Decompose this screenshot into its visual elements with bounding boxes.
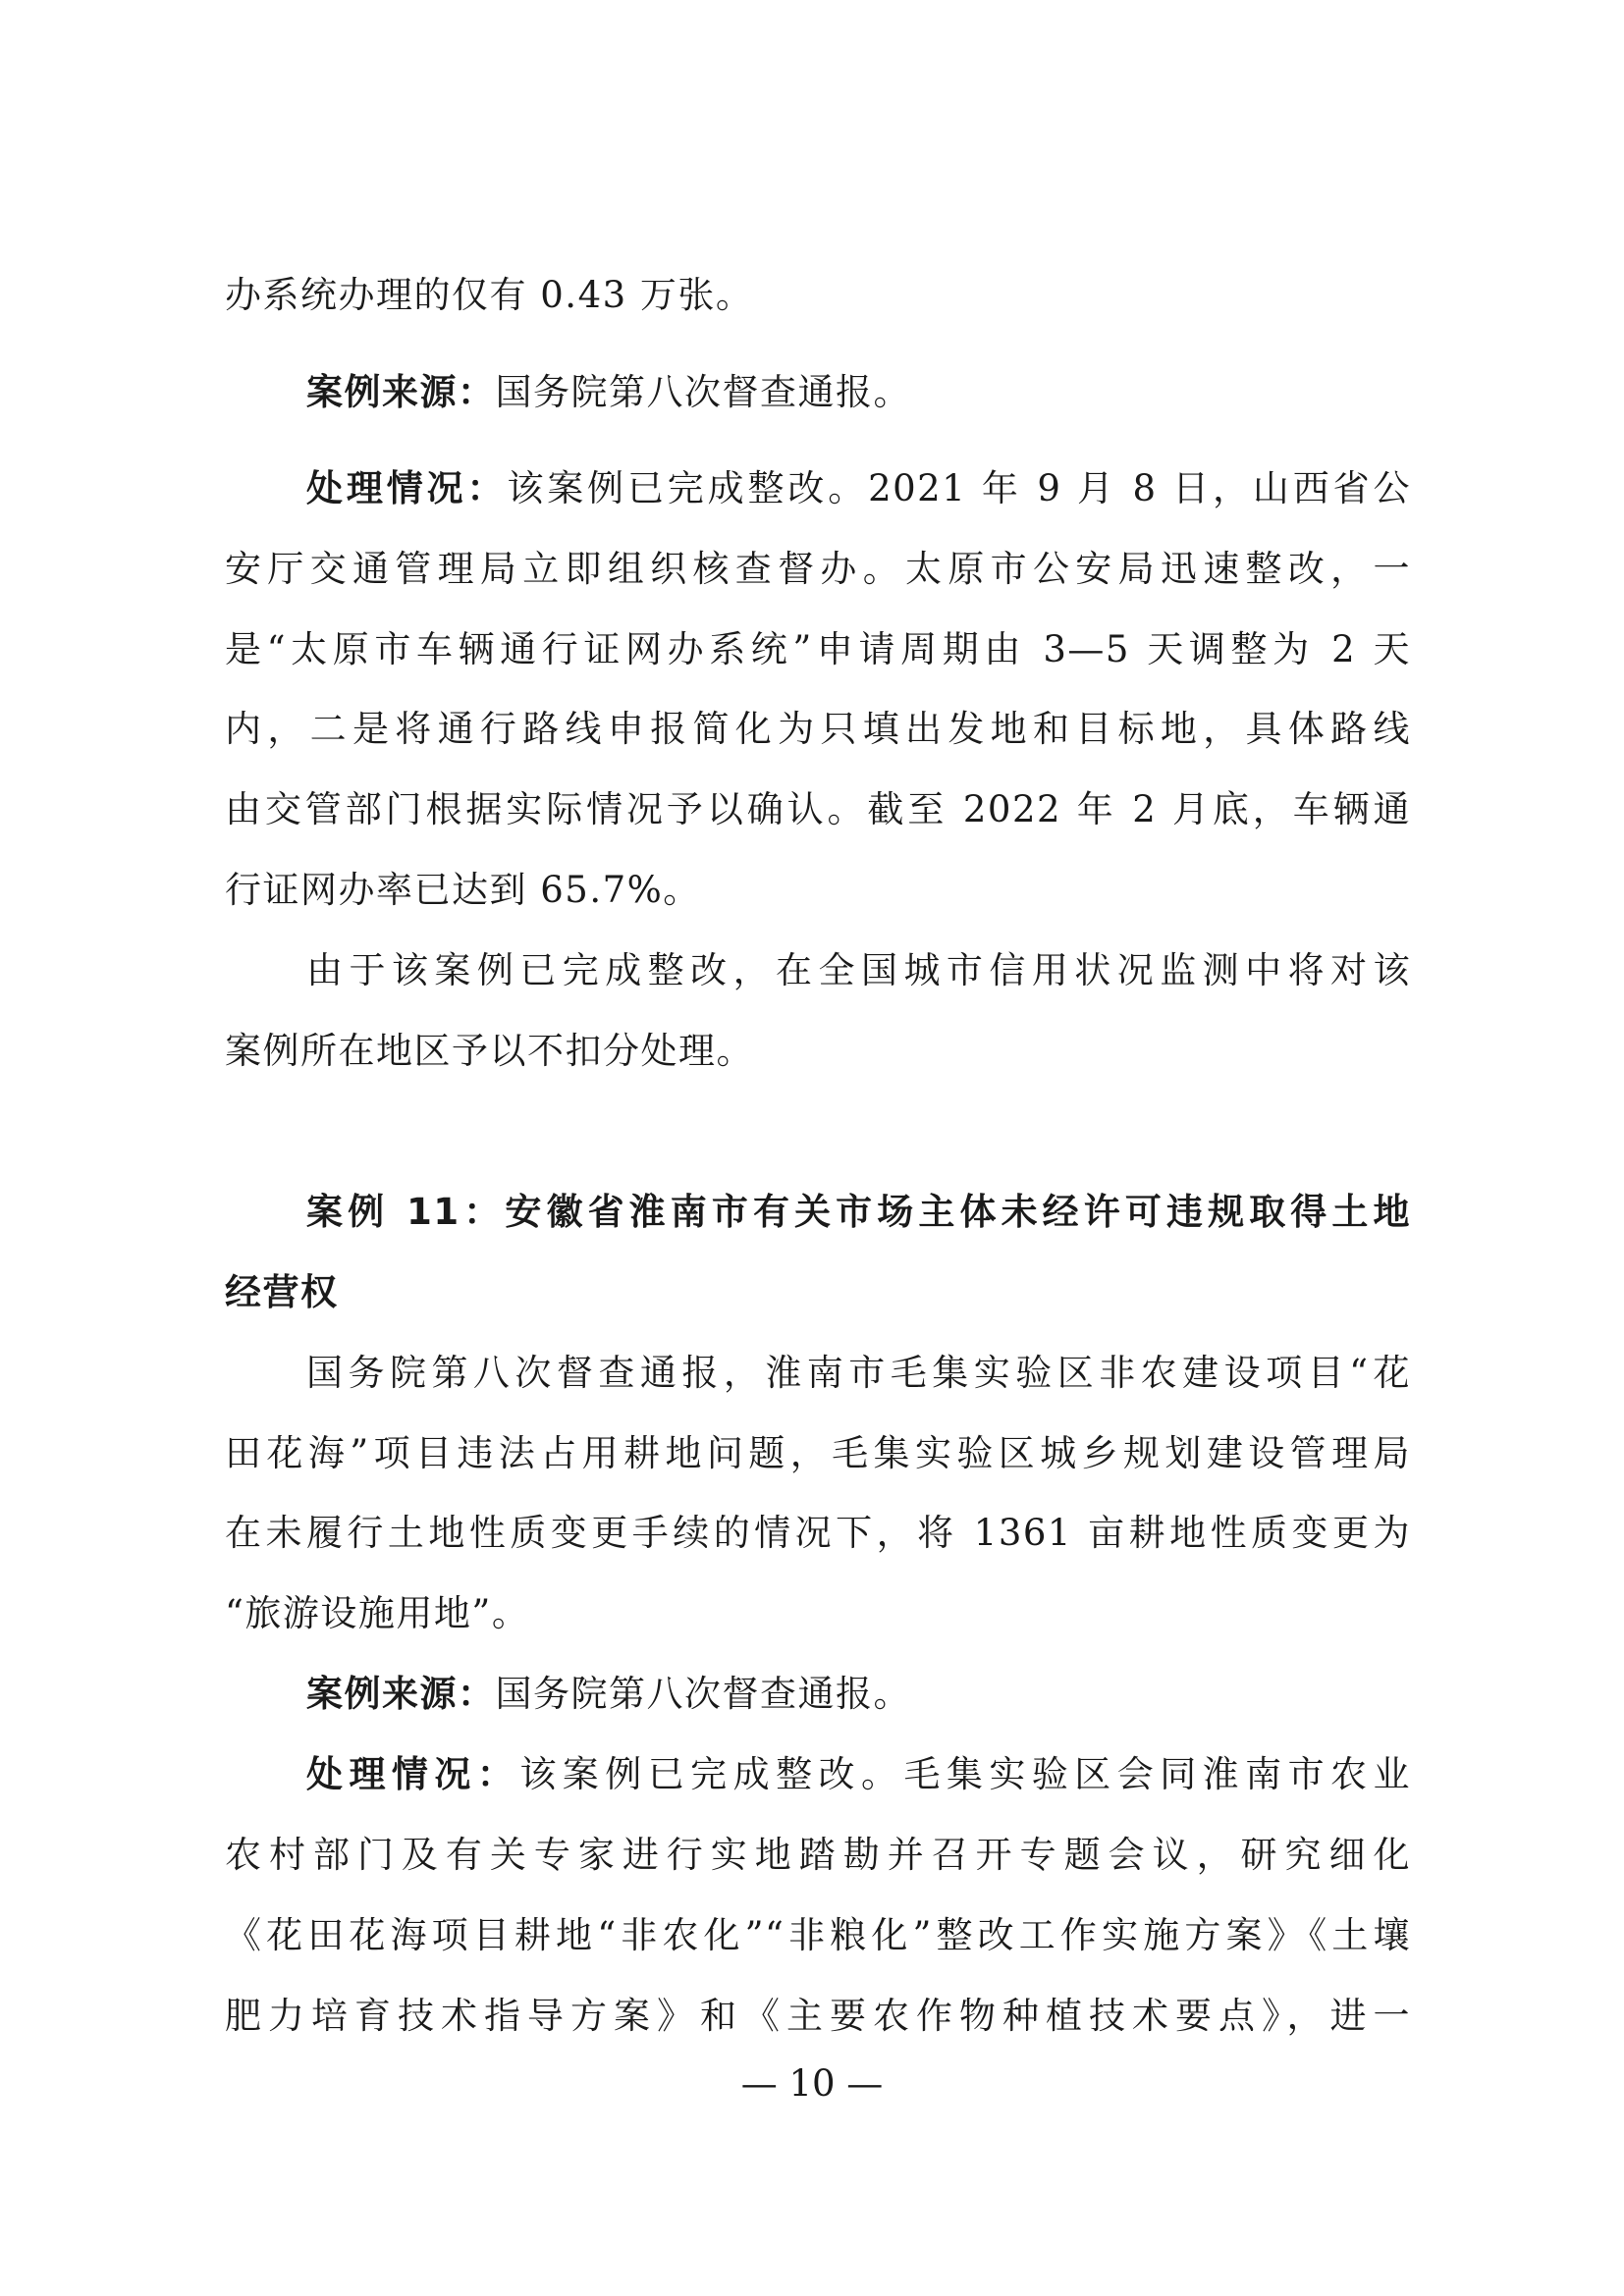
handling-line <box>306 1750 1411 1799</box>
paragraph-line <box>225 271 1411 320</box>
paragraph-line <box>225 1911 1411 1960</box>
body-text: 农村部门及有关专家进行实地踏勘并召开专题会议，研究细化 <box>225 1834 1411 1876</box>
case-source-label: 案例来源： <box>306 371 496 413</box>
body-text: 行证网办率已达到 65.7%。 <box>225 869 701 911</box>
handling-text: 该案例已完成整改。毛集实验区会同淮南市农业 <box>519 1753 1412 1795</box>
case-heading-line <box>225 1268 1411 1317</box>
body-text: 办系统办理的仅有 0.43 万张。 <box>225 274 754 316</box>
paragraph-line <box>225 866 1411 915</box>
paragraph-line <box>306 946 1411 995</box>
case-source-text: 国务院第八次督查通报。 <box>495 1673 911 1715</box>
handling-line <box>306 464 1411 513</box>
paragraph-line <box>225 545 1411 594</box>
handling-label: 处理情况： <box>306 1753 520 1795</box>
body-text: 安厅交通管理局立即组织核查督办。太原市公安局迅速整改，一 <box>225 548 1411 590</box>
paragraph-line <box>225 1831 1411 1880</box>
case-heading-line <box>306 1188 1411 1237</box>
case-heading: 案例 11：安徽省淮南市有关市场主体未经许可违规取得土地 <box>306 1191 1411 1233</box>
body-text: “旅游设施用地”。 <box>225 1592 530 1634</box>
body-text: 由于该案例已完成整改，在全国城市信用状况监测中将对该 <box>306 949 1411 991</box>
body-text: 是“太原市车辆通行证网办系统”申请周期由 3—5 天调整为 2 天 <box>225 628 1411 670</box>
paragraph-line <box>225 1992 1411 2041</box>
case-heading: 经营权 <box>225 1271 339 1313</box>
body-text: 由交管部门根据实际情况予以确认。截至 2022 年 2 月底，车辆通 <box>225 788 1411 830</box>
body-text: 内，二是将通行路线申报简化为只填出发地和目标地，具体路线 <box>225 708 1411 750</box>
paragraph-line <box>225 785 1411 834</box>
case-source-text: 国务院第八次督查通报。 <box>495 371 911 413</box>
case-source-line <box>306 1670 1411 1719</box>
body-text: 国务院第八次督查通报，淮南市毛集实验区非农建设项目“花 <box>306 1352 1411 1394</box>
case-source-label: 案例来源： <box>306 1673 496 1715</box>
paragraph-line <box>306 1349 1411 1398</box>
body-text: 《花田花海项目耕地“非农化”“非粮化”整改工作实施方案》《土壤 <box>225 1914 1411 1956</box>
case-source-line <box>306 368 1411 417</box>
paragraph-line <box>225 1509 1411 1558</box>
paragraph-line <box>225 1429 1411 1478</box>
body-text: 案例所在地区予以不扣分处理。 <box>225 1030 754 1072</box>
handling-label: 处理情况： <box>306 467 508 509</box>
body-text: 田花海”项目违法占用耕地问题，毛集实验区城乡规划建设管理局 <box>225 1432 1411 1474</box>
handling-text: 该案例已完成整改。2021 年 9 月 8 日，山西省公 <box>507 467 1411 509</box>
paragraph-line <box>225 1027 1411 1076</box>
paragraph-line <box>225 625 1411 674</box>
page-number: — 10 — <box>740 2062 884 2105</box>
body-text: 在未履行土地性质变更手续的情况下，将 1361 亩耕地性质变更为 <box>225 1512 1411 1554</box>
paragraph-line <box>225 1589 1411 1638</box>
paragraph-line <box>225 705 1411 754</box>
body-text: 肥力培育技术指导方案》和《主要农作物种植技术要点》，进一 <box>225 1995 1411 2037</box>
